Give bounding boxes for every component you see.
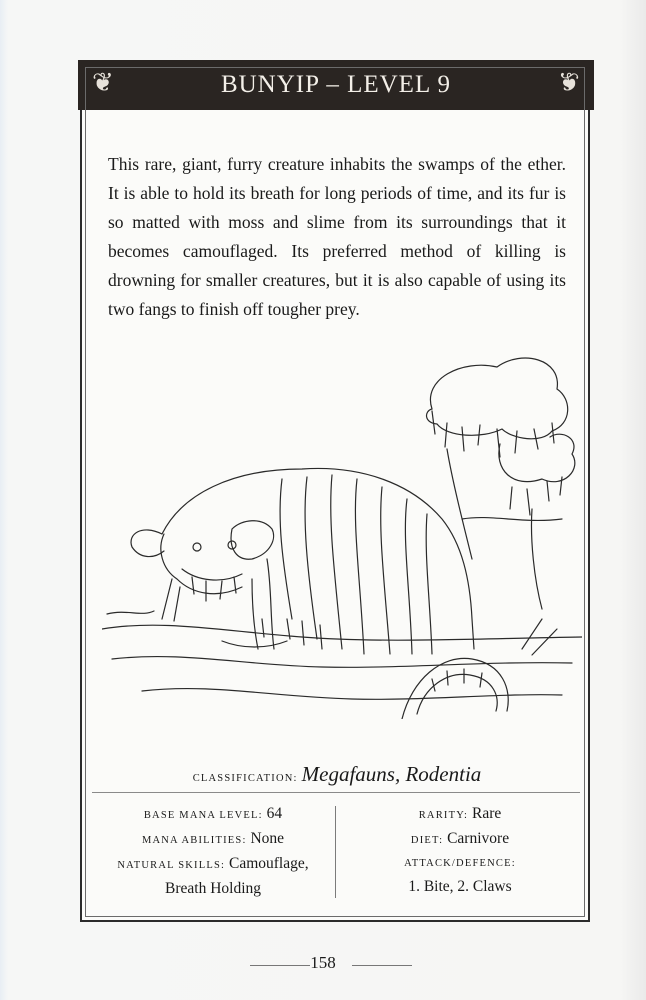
stat-natural-skills — [98, 852, 328, 877]
classification-label: CLASSIFICATION: — [192, 773, 298, 784]
stats-divider — [92, 792, 580, 793]
stat-value: Rare — [472, 805, 502, 822]
stats-left-column — [98, 802, 328, 900]
stat-value: Carnivore — [447, 830, 510, 847]
stat-base-mana-level — [98, 802, 328, 827]
flourish-ornament-icon: ❦ — [558, 68, 580, 98]
title-banner — [78, 60, 594, 110]
stat-attack-defence-value: 1. Bite, 2. Claws — [408, 878, 512, 895]
stat-value: None — [250, 830, 285, 847]
stat-mana-abilities — [98, 827, 328, 852]
stats-column-divider — [335, 806, 336, 898]
stat-natural-skills-continued: Breath Holding — [165, 880, 261, 897]
creature-description: This rare, giant, furry creature inhabits the swamps of the ether. It is able to hold its breath for long periods of time, and its fur is so matted with moss and slime from its surroundings that it becomes camouflaged. Its preferred method of killing is drowning for smaller creatures, but it is also capable of using its two fangs to finish off tougher prey. — [108, 154, 566, 319]
classification-line — [82, 762, 592, 787]
stats-block — [82, 802, 592, 912]
creature-card — [80, 62, 590, 922]
flourish-ornament-icon: ❦ — [92, 68, 114, 98]
stat-diet — [344, 827, 576, 852]
footer-rule-right — [352, 965, 412, 966]
classification-value: Megafauns, Rodentia — [301, 762, 482, 786]
stat-label: NATURAL SKILLS: — [117, 860, 226, 871]
creature-title: BUNYIP – LEVEL 9 — [220, 71, 452, 98]
stat-rarity — [344, 802, 576, 827]
page-number: 158 — [310, 953, 336, 972]
bunyip-illustration — [102, 319, 582, 719]
stat-label: RARITY: — [418, 810, 469, 821]
stat-label: DIET: — [410, 835, 444, 846]
stat-value: 64 — [266, 805, 283, 822]
stats-right-column — [344, 802, 576, 898]
stat-label: BASE MANA LEVEL: — [143, 810, 263, 821]
stat-value: Camouflage, — [228, 855, 309, 872]
stat-attack-defence-label: ATTACK/DEFENCE: — [404, 858, 516, 869]
stat-label: MANA ABILITIES: — [141, 835, 247, 846]
